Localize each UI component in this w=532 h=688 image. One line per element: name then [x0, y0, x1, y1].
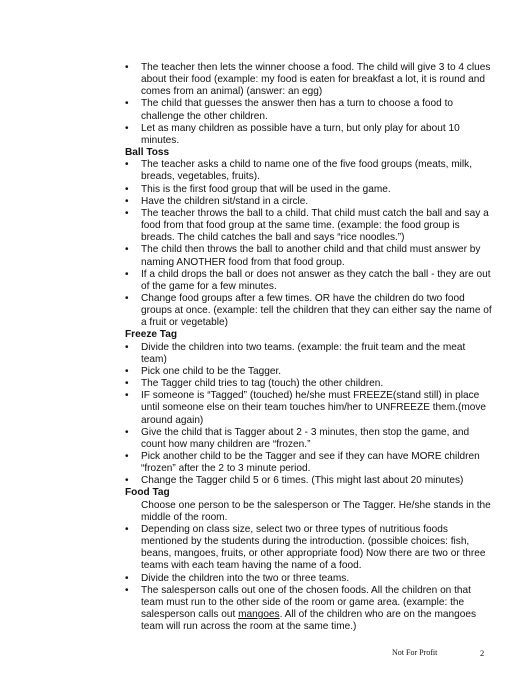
- bullet-icon: •: [125, 341, 129, 353]
- bullet-text: Have the children sit/stand in a circle.: [141, 195, 309, 207]
- bullet-item-freeze-tag-6: [125, 451, 493, 475]
- section-heading-freeze-tag: Freeze Tag: [125, 329, 177, 341]
- section-heading-ball-toss: Ball Toss: [125, 147, 170, 159]
- footer-label: Not For Profit: [392, 648, 438, 657]
- bullet-text: The teacher then lets the winner choose a food. The child will give 3 to 4 clues about their food (example: my food is eaten for breakfast a lot, it is round and comes from an animal) (answer: an egg): [141, 62, 491, 98]
- bullet-text: The teacher asks a child to name one of the five food groups (meats, milk, breads, vegetables, fruits).: [141, 159, 473, 183]
- underlined-word: mangoes: [238, 609, 280, 621]
- bullet-text-part: The salesperson calls out one of the chosen foods. All the children on that team must run to the other side of the room or game area. (example: the salesperson calls out: [141, 584, 471, 621]
- bullet-item-ball-toss-1: [125, 159, 493, 183]
- bullet-text: [141, 585, 476, 632]
- bullet-icon: •: [125, 426, 129, 438]
- section-heading-food-tag: Food Tag: [125, 487, 170, 499]
- bullet-item-food-tag-3: [125, 585, 493, 634]
- bullet-item-ball-toss-3: [125, 196, 493, 208]
- bullet-item-freeze-tag-3: [125, 378, 493, 390]
- bullet-text: Divide the children into the two or three teams.: [141, 572, 350, 584]
- bullet-icon: •: [125, 451, 129, 462]
- bullet-item-freeze-tag-7: [125, 475, 493, 487]
- bullet-icon: •: [125, 572, 129, 584]
- bullet-item-ball-toss-7: [125, 293, 493, 329]
- bullet-text: Divide the children into two teams. (example: the fruit team and the meat team): [141, 341, 466, 365]
- bullet-item-ball-toss-6: [125, 269, 493, 293]
- bullet-item-freeze-tag-4: [125, 390, 493, 426]
- bullet-item-freeze-tag-1: [125, 342, 493, 366]
- bullet-item-ball-toss-4: [125, 208, 493, 244]
- bullet-icon: •: [125, 62, 129, 73]
- bullet-icon: •: [125, 292, 129, 304]
- bullet-icon: •: [125, 475, 129, 487]
- bullet-item-ball-toss-2: [125, 184, 493, 196]
- bullet-text: This is the first food group that will be used in the game.: [141, 183, 391, 195]
- bullet-icon: •: [125, 159, 129, 171]
- bullet-icon: •: [125, 122, 129, 134]
- bullet-text: Give the child that is Tagger about 2 - 3 minutes, then stop the game, and count how many children are “frozen.”: [141, 426, 470, 450]
- document-body: [125, 62, 493, 633]
- bullet-icon: •: [125, 207, 129, 219]
- bullet-item-food-tag-2: [125, 573, 493, 585]
- bullet-icon: •: [125, 183, 129, 195]
- bullet-text: Change the Tagger child 5 or 6 times. (This might last about 20 minutes): [141, 475, 464, 487]
- page-number: 2: [480, 648, 485, 658]
- bullet-icon: •: [125, 98, 129, 110]
- bullet-text: Pick another child to be the Tagger and see if they can have MORE children “frozen” after the 2 to 3 minute period.: [141, 451, 480, 475]
- bullet-text: IF someone is “Tagged” (touched) he/she must FREEZE(stand still) in place until someone else on their team touches him/her to UNFREEZE them.(move around again): [141, 390, 487, 426]
- bullet-item-food-tag-1: [125, 524, 493, 573]
- bullet-icon: •: [125, 244, 129, 256]
- bullet-icon: •: [125, 195, 129, 207]
- food-tag-intro: Choose one person to be the salesperson or The Tagger. He/she stands in the middle of the room.: [141, 499, 491, 523]
- bullet-icon: •: [125, 378, 129, 390]
- bullet-text: The child then throws the ball to another child and that child must answer by naming ANOTHER food from that food group.: [141, 244, 481, 268]
- bullet-icon: •: [125, 390, 129, 402]
- bullet-text: Change food groups after a few times. OR have the children do two food groups at once. (example: tell the children that they can either say the name of a fruit or vegetable): [141, 292, 492, 329]
- bullet-item-ball-toss-5: [125, 244, 493, 268]
- bullet-text: The Tagger child tries to tag (touch) the other children.: [141, 378, 384, 390]
- bullet-text: The child that guesses the answer then has a turn to choose a food to challenge the other children.: [141, 98, 453, 122]
- bullet-text: If a child drops the ball or does not answer as they catch the ball - they are out of the game for a few minutes.: [141, 268, 491, 292]
- bullet-icon: •: [125, 365, 129, 377]
- bullet-text-part: . All of the children who are on the mangoes team will run across the room at the same time.): [141, 609, 476, 633]
- bullet-item-freeze-tag-5: [125, 427, 493, 451]
- bullet-icon: •: [125, 268, 129, 280]
- bullet-item-intro-3: [125, 123, 493, 147]
- bullet-text: Pick one child to be the Tagger.: [141, 365, 282, 377]
- bullet-item-freeze-tag-2: [125, 366, 493, 378]
- bullet-icon: •: [125, 584, 129, 596]
- bullet-text: The teacher throws the ball to a child. That child must catch the ball and say a food from that food group at the same time. (example: the food group is breads. The child catches the ball and says “rice noodles.”): [141, 207, 489, 244]
- bullet-item-intro-2: [125, 98, 493, 122]
- bullet-item-intro-1: [125, 62, 493, 98]
- bullet-text: Depending on class size, select two or three types of nutritious foods mentioned by the students during the introduction. (possible choices: fish, beans, mangoes, fruits, or other appropriate food) Now there are two or three teams with each team having the name of a food.: [141, 523, 486, 572]
- bullet-icon: •: [125, 523, 129, 535]
- bullet-text: Let as many children as possible have a turn, but only play for about 10 minutes.: [141, 122, 460, 146]
